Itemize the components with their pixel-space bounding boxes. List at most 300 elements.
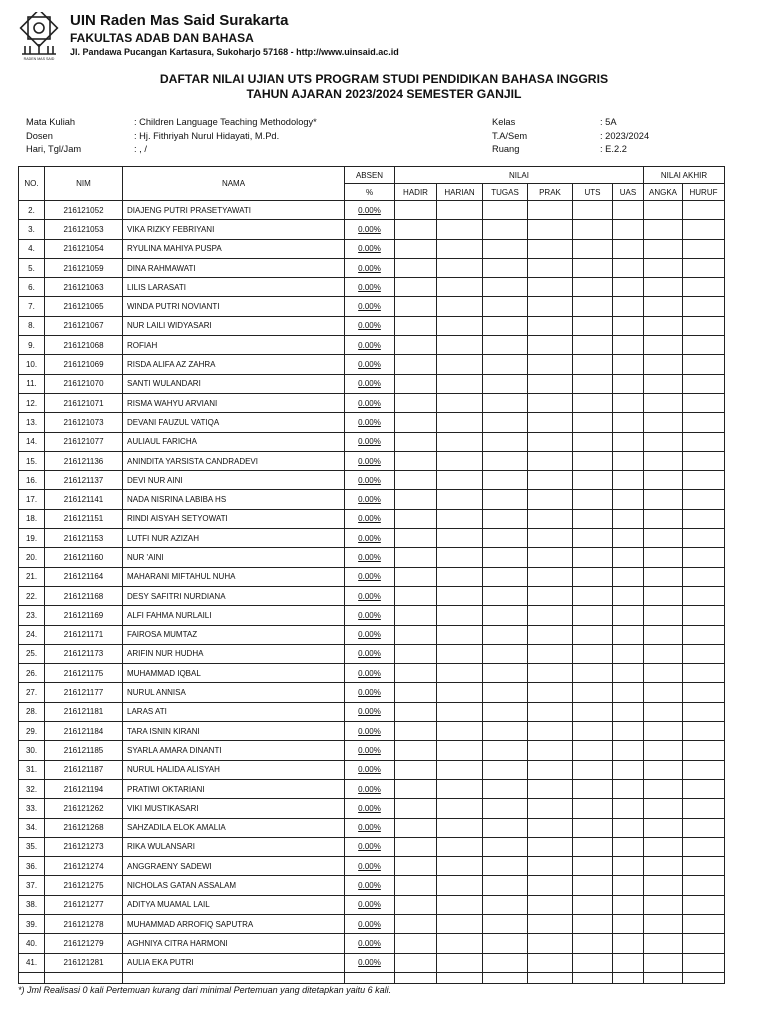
row-hadir-cell [395, 683, 437, 702]
row-angka-cell [644, 336, 683, 355]
attendance-percent: 0.00% [358, 437, 381, 447]
row-nama-cell: ADITYA MUAMAL LAIL [123, 895, 345, 914]
row-tugas-cell [483, 625, 528, 644]
row-uts-cell [573, 471, 613, 490]
row-nim-cell: 216121268 [45, 818, 123, 837]
table-row [19, 741, 725, 760]
row-huruf-cell [683, 393, 725, 412]
row-prak-cell [528, 702, 573, 721]
row-tugas-cell [483, 914, 528, 933]
row-harian-cell [437, 799, 483, 818]
row-nama-cell: DIAJENG PUTRI PRASETYAWATI [123, 201, 345, 220]
row-angka-cell [644, 779, 683, 798]
filler-cell [437, 972, 483, 983]
table-row [19, 336, 725, 355]
row-nama-cell: DEVANI FAUZUL VATIQA [123, 413, 345, 432]
row-uas-cell [613, 741, 644, 760]
row-harian-cell [437, 760, 483, 779]
row-absen-cell [345, 471, 395, 490]
row-absen-cell [345, 606, 395, 625]
row-tugas-cell [483, 606, 528, 625]
row-huruf-cell [683, 914, 725, 933]
row-absen-cell [345, 586, 395, 605]
filler-cell [345, 972, 395, 983]
row-angka-cell [644, 490, 683, 509]
row-harian-cell [437, 934, 483, 953]
attendance-percent: 0.00% [358, 610, 381, 620]
filler-cell [483, 972, 528, 983]
row-tugas-cell [483, 837, 528, 856]
row-prak-cell [528, 220, 573, 239]
row-no-cell: 11. [19, 374, 45, 393]
attendance-percent: 0.00% [358, 572, 381, 582]
row-huruf-cell [683, 934, 725, 953]
row-uts-cell [573, 201, 613, 220]
row-prak-cell [528, 336, 573, 355]
row-no-cell: 17. [19, 490, 45, 509]
row-uas-cell [613, 914, 644, 933]
row-harian-cell [437, 644, 483, 663]
row-absen-cell [345, 876, 395, 895]
row-nama-cell: DEVI NUR AINI [123, 471, 345, 490]
row-tugas-cell [483, 490, 528, 509]
row-uas-cell [613, 799, 644, 818]
row-harian-cell [437, 779, 483, 798]
footnote: *) Jml Realisasi 0 kali Pertemuan kurang dari minimal Pertemuan yang ditetapkan yaitu 6 kali. [18, 985, 392, 995]
row-huruf-cell [683, 220, 725, 239]
row-uts-cell [573, 316, 613, 335]
row-uts-cell [573, 818, 613, 837]
row-uas-cell [613, 316, 644, 335]
row-nama-cell: TARA ISNIN KIRANI [123, 722, 345, 741]
table-row [19, 934, 725, 953]
row-angka-cell [644, 413, 683, 432]
attendance-percent: 0.00% [358, 205, 381, 215]
row-no-cell: 20. [19, 548, 45, 567]
row-no-cell: 5. [19, 258, 45, 277]
attendance-percent: 0.00% [358, 919, 381, 929]
row-absen-cell [345, 664, 395, 683]
row-nama-cell: VIKI MUSTIKASARI [123, 799, 345, 818]
row-nim-cell: 216121168 [45, 586, 123, 605]
row-tugas-cell [483, 529, 528, 548]
row-nama-cell: PRATIWI OKTARIANI [123, 779, 345, 798]
row-nim-cell: 216121067 [45, 316, 123, 335]
filler-cell [644, 972, 683, 983]
row-absen-cell [345, 895, 395, 914]
row-no-cell: 23. [19, 606, 45, 625]
row-uas-cell [613, 529, 644, 548]
row-harian-cell [437, 316, 483, 335]
row-prak-cell [528, 297, 573, 316]
col-nilai-akhir-header: NILAI AKHIR [644, 167, 725, 184]
col-uas-header: UAS [613, 184, 644, 201]
col-nilai-header: NILAI [395, 167, 644, 184]
row-hadir-cell [395, 278, 437, 297]
row-harian-cell [437, 451, 483, 470]
row-nim-cell: 216121169 [45, 606, 123, 625]
row-tugas-cell [483, 355, 528, 374]
table-row [19, 818, 725, 837]
row-hadir-cell [395, 297, 437, 316]
row-harian-cell [437, 278, 483, 297]
row-nim-cell: 216121054 [45, 239, 123, 258]
document-title: DAFTAR NILAI UJIAN UTS PROGRAM STUDI PENDIDIKAN BAHASA INGGRIS [159, 72, 609, 86]
row-absen-cell [345, 451, 395, 470]
row-absen-cell [345, 220, 395, 239]
row-uas-cell [613, 895, 644, 914]
table-row [19, 316, 725, 335]
filler-cell [573, 972, 613, 983]
row-absen-cell [345, 799, 395, 818]
row-uts-cell [573, 393, 613, 412]
row-nim-cell: 216121160 [45, 548, 123, 567]
row-harian-cell [437, 953, 483, 972]
row-nama-cell: NADA NISRINA LABIBA HS [123, 490, 345, 509]
row-uas-cell [613, 509, 644, 528]
table-row [19, 586, 725, 605]
attendance-percent: 0.00% [358, 533, 381, 543]
row-harian-cell [437, 857, 483, 876]
row-angka-cell [644, 548, 683, 567]
col-huruf-header: HURUF [683, 184, 725, 201]
row-angka-cell [644, 953, 683, 972]
course-label: Mata Kuliah [26, 117, 76, 127]
row-uts-cell [573, 490, 613, 509]
row-nim-cell: 216121175 [45, 664, 123, 683]
attendance-percent: 0.00% [358, 495, 381, 505]
row-uas-cell [613, 683, 644, 702]
row-prak-cell [528, 471, 573, 490]
row-nama-cell: ANINDITA YARSISTA CANDRADEVI [123, 451, 345, 470]
col-harian-header: HARIAN [437, 184, 483, 201]
row-absen-cell [345, 567, 395, 586]
row-prak-cell [528, 760, 573, 779]
row-prak-cell [528, 529, 573, 548]
row-prak-cell [528, 683, 573, 702]
row-harian-cell [437, 490, 483, 509]
attendance-percent: 0.00% [358, 282, 381, 292]
row-prak-cell [528, 548, 573, 567]
row-tugas-cell [483, 779, 528, 798]
row-huruf-cell [683, 413, 725, 432]
row-prak-cell [528, 625, 573, 644]
row-angka-cell [644, 374, 683, 393]
row-absen-cell [345, 857, 395, 876]
row-no-cell: 16. [19, 471, 45, 490]
attendance-percent: 0.00% [358, 823, 381, 833]
row-nama-cell: VIKA RIZKY FEBRIYANI [123, 220, 345, 239]
row-huruf-cell [683, 760, 725, 779]
row-prak-cell [528, 799, 573, 818]
row-uts-cell [573, 529, 613, 548]
row-tugas-cell [483, 393, 528, 412]
row-nim-cell: 216121151 [45, 509, 123, 528]
university-name: UIN Raden Mas Said Surakarta [70, 12, 289, 29]
row-prak-cell [528, 567, 573, 586]
row-nama-cell: AULIA EKA PUTRI [123, 953, 345, 972]
row-angka-cell [644, 702, 683, 721]
row-uas-cell [613, 625, 644, 644]
row-huruf-cell [683, 876, 725, 895]
row-nim-cell: 216121164 [45, 567, 123, 586]
row-harian-cell [437, 258, 483, 277]
row-no-cell: 25. [19, 644, 45, 663]
row-harian-cell [437, 201, 483, 220]
row-no-cell: 27. [19, 683, 45, 702]
table-row [19, 220, 725, 239]
row-nim-cell: 216121070 [45, 374, 123, 393]
filler-cell [613, 972, 644, 983]
row-hadir-cell [395, 336, 437, 355]
row-uas-cell [613, 239, 644, 258]
row-tugas-cell [483, 336, 528, 355]
attendance-percent: 0.00% [358, 475, 381, 485]
row-angka-cell [644, 625, 683, 644]
table-row [19, 297, 725, 316]
attendance-percent: 0.00% [358, 784, 381, 794]
row-prak-cell [528, 374, 573, 393]
row-prak-cell [528, 837, 573, 856]
row-tugas-cell [483, 818, 528, 837]
row-angka-cell [644, 664, 683, 683]
row-huruf-cell [683, 471, 725, 490]
table-row [19, 374, 725, 393]
row-uas-cell [613, 702, 644, 721]
row-no-cell: 3. [19, 220, 45, 239]
row-nim-cell: 216121063 [45, 278, 123, 297]
row-nim-cell: 216121136 [45, 451, 123, 470]
row-harian-cell [437, 220, 483, 239]
row-tugas-cell [483, 702, 528, 721]
row-angka-cell [644, 722, 683, 741]
table-row [19, 702, 725, 721]
row-prak-cell [528, 355, 573, 374]
row-nama-cell: RIKA WULANSARI [123, 837, 345, 856]
row-uas-cell [613, 606, 644, 625]
row-no-cell: 34. [19, 818, 45, 837]
row-absen-cell [345, 529, 395, 548]
attendance-percent: 0.00% [358, 803, 381, 813]
col-nama-header: NAMA [123, 167, 345, 201]
faculty-name: FAKULTAS ADAB DAN BAHASA [70, 31, 254, 45]
row-prak-cell [528, 722, 573, 741]
attendance-percent: 0.00% [358, 340, 381, 350]
table-row [19, 799, 725, 818]
col-prak-header: PRAK [528, 184, 573, 201]
row-absen-cell [345, 548, 395, 567]
academic-year-row [492, 130, 712, 144]
row-harian-cell [437, 818, 483, 837]
row-huruf-cell [683, 606, 725, 625]
row-tugas-cell [483, 567, 528, 586]
row-tugas-cell [483, 644, 528, 663]
row-uts-cell [573, 374, 613, 393]
row-nim-cell: 216121181 [45, 702, 123, 721]
row-nama-cell: AULIAUL FARICHA [123, 432, 345, 451]
table-row [19, 895, 725, 914]
row-uts-cell [573, 220, 613, 239]
attendance-percent: 0.00% [358, 688, 381, 698]
attendance-percent: 0.00% [358, 745, 381, 755]
row-tugas-cell [483, 722, 528, 741]
row-huruf-cell [683, 741, 725, 760]
row-no-cell: 4. [19, 239, 45, 258]
row-huruf-cell [683, 857, 725, 876]
row-tugas-cell [483, 451, 528, 470]
row-uts-cell [573, 837, 613, 856]
row-angka-cell [644, 644, 683, 663]
row-uas-cell [613, 644, 644, 663]
row-uas-cell [613, 953, 644, 972]
row-harian-cell [437, 664, 483, 683]
row-hadir-cell [395, 702, 437, 721]
row-uts-cell [573, 606, 613, 625]
row-uts-cell [573, 567, 613, 586]
row-huruf-cell [683, 895, 725, 914]
row-absen-cell [345, 837, 395, 856]
row-angka-cell [644, 355, 683, 374]
row-tugas-cell [483, 432, 528, 451]
row-uts-cell [573, 336, 613, 355]
row-no-cell: 38. [19, 895, 45, 914]
row-harian-cell [437, 336, 483, 355]
row-nama-cell: ROFIAH [123, 336, 345, 355]
row-harian-cell [437, 239, 483, 258]
row-huruf-cell [683, 625, 725, 644]
row-tugas-cell [483, 683, 528, 702]
row-absen-cell [345, 490, 395, 509]
row-no-cell: 19. [19, 529, 45, 548]
row-nim-cell: 216121185 [45, 741, 123, 760]
lecturer-value: : Hj. Fithriyah Nurul Hidayati, M.Pd. [134, 130, 280, 141]
row-prak-cell [528, 490, 573, 509]
row-no-cell: 8. [19, 316, 45, 335]
row-no-cell: 31. [19, 760, 45, 779]
row-huruf-cell [683, 451, 725, 470]
col-angka-header: ANGKA [644, 184, 683, 201]
table-row [19, 567, 725, 586]
row-nama-cell: NURUL ANNISA [123, 683, 345, 702]
attendance-percent: 0.00% [358, 938, 381, 948]
row-harian-cell [437, 432, 483, 451]
row-harian-cell [437, 548, 483, 567]
row-huruf-cell [683, 818, 725, 837]
table-row [19, 857, 725, 876]
row-nama-cell: RISMA WAHYU ARVIANI [123, 393, 345, 412]
row-tugas-cell [483, 741, 528, 760]
row-hadir-cell [395, 895, 437, 914]
row-no-cell: 13. [19, 413, 45, 432]
row-nama-cell: NURUL HALIDA ALISYAH [123, 760, 345, 779]
attendance-percent: 0.00% [358, 244, 381, 254]
row-uts-cell [573, 779, 613, 798]
row-nim-cell: 216121281 [45, 953, 123, 972]
table-row [19, 914, 725, 933]
row-uas-cell [613, 567, 644, 586]
attendance-percent: 0.00% [358, 302, 381, 312]
row-nama-cell: LUTFI NUR AZIZAH [123, 529, 345, 548]
filler-cell [395, 972, 437, 983]
date-value: : , / [134, 144, 147, 154]
row-hadir-cell [395, 625, 437, 644]
row-angka-cell [644, 297, 683, 316]
table-row [19, 953, 725, 972]
table-row [19, 432, 725, 451]
table-row [19, 413, 725, 432]
row-tugas-cell [483, 548, 528, 567]
row-no-cell: 40. [19, 934, 45, 953]
row-harian-cell [437, 393, 483, 412]
class-value: : 5A [600, 117, 617, 127]
row-nama-cell: WINDA PUTRI NOVIANTI [123, 297, 345, 316]
attendance-percent: 0.00% [358, 321, 381, 331]
row-tugas-cell [483, 953, 528, 972]
row-nama-cell: MUHAMMAD ARROFIQ SAPUTRA [123, 914, 345, 933]
row-tugas-cell [483, 297, 528, 316]
row-harian-cell [437, 355, 483, 374]
row-tugas-cell [483, 876, 528, 895]
course-info-row [26, 116, 446, 130]
row-huruf-cell [683, 837, 725, 856]
row-uts-cell [573, 683, 613, 702]
row-nama-cell: NICHOLAS GATAN ASSALAM [123, 876, 345, 895]
row-hadir-cell [395, 934, 437, 953]
row-hadir-cell [395, 548, 437, 567]
attendance-percent: 0.00% [358, 417, 381, 427]
row-uts-cell [573, 297, 613, 316]
date-row [26, 143, 446, 157]
row-nama-cell: AGHNIYA CITRA HARMONI [123, 934, 345, 953]
row-huruf-cell [683, 567, 725, 586]
row-angka-cell [644, 509, 683, 528]
row-nim-cell: 216121071 [45, 393, 123, 412]
row-nim-cell: 216121059 [45, 258, 123, 277]
row-nim-cell: 216121187 [45, 760, 123, 779]
row-uts-cell [573, 586, 613, 605]
row-uas-cell [613, 490, 644, 509]
course-value: : Children Language Teaching Methodology* [134, 117, 317, 127]
row-tugas-cell [483, 413, 528, 432]
row-tugas-cell [483, 586, 528, 605]
row-absen-cell [345, 779, 395, 798]
row-prak-cell [528, 239, 573, 258]
row-harian-cell [437, 606, 483, 625]
row-uts-cell [573, 760, 613, 779]
academic-year-value: : 2023/2024 [600, 130, 650, 141]
row-angka-cell [644, 278, 683, 297]
row-prak-cell [528, 393, 573, 412]
row-prak-cell [528, 606, 573, 625]
table-row [19, 278, 725, 297]
row-huruf-cell [683, 509, 725, 528]
row-angka-cell [644, 934, 683, 953]
row-no-cell: 10. [19, 355, 45, 374]
row-angka-cell [644, 683, 683, 702]
address-line: Jl. Pandawa Pucangan Kartasura, Sukoharjo 57168 - http://www.uinsaid.ac.id [70, 47, 399, 57]
row-huruf-cell [683, 355, 725, 374]
row-absen-cell [345, 818, 395, 837]
row-harian-cell [437, 895, 483, 914]
row-nama-cell: SANTI WULANDARI [123, 374, 345, 393]
row-angka-cell [644, 201, 683, 220]
row-tugas-cell [483, 201, 528, 220]
filler-cell [123, 972, 345, 983]
row-huruf-cell [683, 278, 725, 297]
row-hadir-cell [395, 258, 437, 277]
row-nama-cell: NUR 'AINI [123, 548, 345, 567]
row-nim-cell: 216121053 [45, 220, 123, 239]
